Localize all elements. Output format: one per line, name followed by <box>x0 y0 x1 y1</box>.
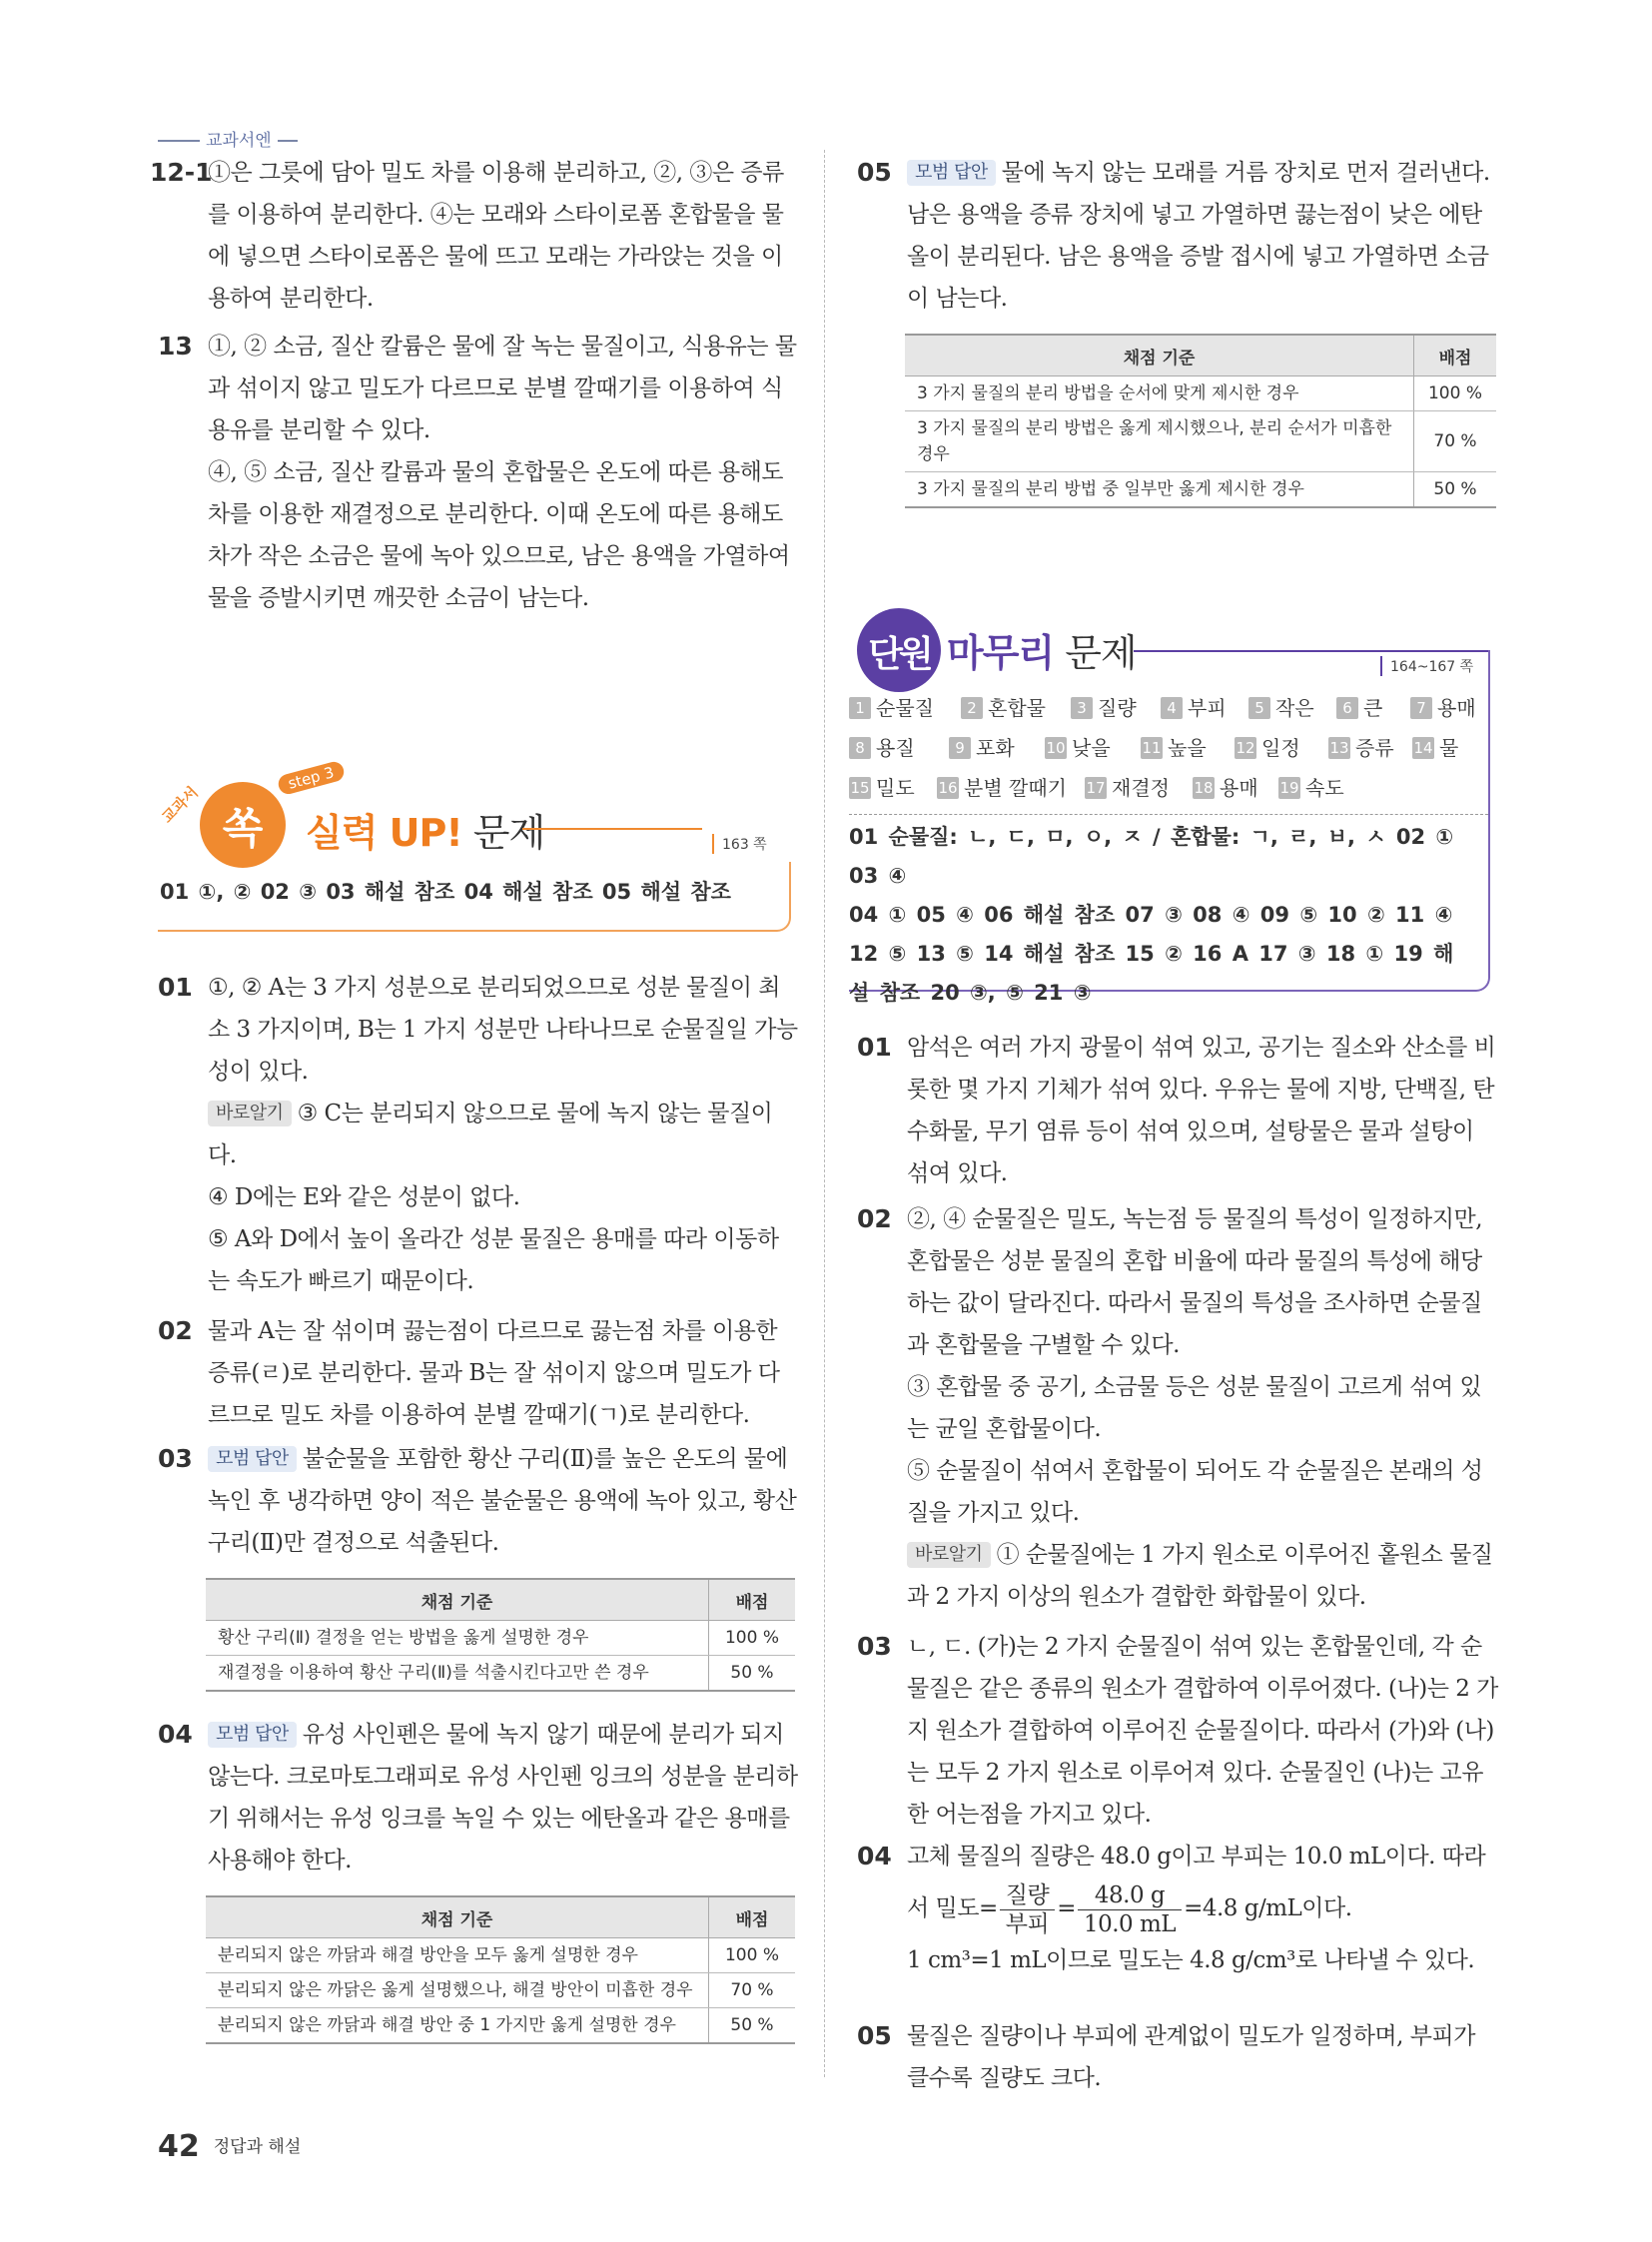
page-footer <box>158 2129 301 2164</box>
question-number: 04 <box>857 1842 892 1870</box>
scoring-table: 채점 기준 배점 분리되지 않은 까닭과 해결 방안을 모두 옳게 설명한 경우 100 % 분리되지 않은 까닭은 옳게 설명했으나, 해결 방안이 미흡한 경우 70 % 분리되지 않은 까닭과 해결 방안 중 1 가지만 옳게 설명한 경우 50 % <box>206 1895 795 2044</box>
answer-03 <box>150 1438 799 1692</box>
term-item: 5 작은 <box>1248 692 1314 721</box>
term-item: 13 증류 <box>1329 736 1394 760</box>
question-number: 01 <box>857 1033 892 1062</box>
answer-text: 물과 A는 잘 섞이며 끓는점이 다르므로 끓는점 차를 이용한 증류(ㄹ)로 분리한다. 물과 B는 잘 섞이지 않으며 밀도가 다르므로 밀도 차를 이용하여 분별 깔때기(ㄱ)로 분리한다. <box>208 1318 780 1428</box>
answer-01 <box>150 967 799 1302</box>
page-number: 42 <box>158 2129 200 2164</box>
answer-text: 물질은 질량이나 부피에 관계없이 밀도가 일정하며, 부피가 클수록 질량도 크다. <box>907 2023 1475 2091</box>
question-number: 03 <box>158 1444 193 1473</box>
skill-up-header <box>158 764 797 934</box>
model-answer-tag: 모범 답안 <box>208 1446 297 1472</box>
answer-text: ㄴ, ㄷ. (가)는 2 가지 순물질이 섞여 있는 혼합물인데, 각 순물질은 같은 종류의 원소가 결합하여 이루어졌다. (나)는 2 가지 원소가 결합하여 이루어진 순물질이다. 따라서 (가)와 (나)는 모두 2 가지 원소로 이루어져 있다. 순물질인 (나)는 고유한 어는점을 가지고 있다. <box>907 1634 1498 1828</box>
term-item: 6 큰 <box>1336 692 1382 721</box>
unit-answer-04 <box>849 1836 1498 1981</box>
page-reference: 163 쪽 <box>712 834 767 854</box>
model-answer-tag: 모범 답안 <box>907 160 996 186</box>
answer-text: 모범 답안 불순물을 포함한 황산 구리(Ⅱ)를 높은 온도의 물에 녹인 후 냉각하면 양이 적은 불순물은 용액에 녹아 있고, 황산 구리(Ⅱ)만 결정으로 석출된다. <box>208 1446 797 1556</box>
question-number: 02 <box>158 1316 193 1345</box>
question-number: 03 <box>857 1632 892 1661</box>
textbook-side-label: 교과서 <box>158 783 202 827</box>
question-number: 13 <box>158 332 193 361</box>
footer-label: 정답과 해설 <box>213 2137 302 2157</box>
fraction: $\frac{48.0 g}{10.0 mL}$ <box>1078 1881 1182 1938</box>
step-label: step 3 <box>277 760 347 797</box>
term-item: 15 밀도 <box>850 776 915 800</box>
scoring-table: 채점 기준 배점 황산 구리(Ⅱ) 결정을 얻는 방법을 옳게 설명한 경우 100 % 재결정을 이용하여 황산 구리(Ⅱ)를 석출시킨다고만 쓴 경우 50 % <box>206 1578 795 1692</box>
section-title: 실력 UP! 문제 <box>306 811 545 855</box>
term-item: 17 재결정 <box>1086 776 1170 800</box>
model-answer-tag: 모범 답안 <box>208 1722 297 1748</box>
page-reference: 164~167 쪽 <box>1380 656 1473 676</box>
question-number: 01 <box>158 973 193 1002</box>
answer-text: ①, ② 소금, 질산 칼륨은 물에 잘 녹는 물질이고, 식용유는 물과 섞이지 않고 밀도가 다르므로 분별 깔때기를 이용하여 식용유를 분리할 수 있다. ④, ⑤ 소금, 질산 칼륨과 물의 혼합물은 온도에 따른 용해도 차를 이용한 재결정으로 분리한다. 이때 온도에 따른 용해도 차가 작은 소금은 물에 녹아 있으므로, 남은 용액을 가열하여 물을 증발시키면 깨끗한 소금이 남는다. <box>208 334 797 611</box>
fraction: $\frac{\text{질량}}{\text{부피}}$ <box>1000 1881 1055 1938</box>
answer-02 <box>150 1310 799 1436</box>
answer-05-skill <box>849 152 1498 508</box>
answer-text: ②, ④ 순물질은 밀도, 녹는점 등 물질의 특성이 일정하지만, 혼합물은 성분 물질의 혼합 비율에 따라 물질의 특성에 해당하는 값이 달라진다. 따라서 물질의 특성을 조사하면 순물질과 혼합물을 구별할 수 있다. ③ 혼합물 중 공기, 소금물 등은 성분 물질이 고르게 섞여 있는 균일 혼합물이다. ⑤ 순물질이 섞여서 혼합물이 되어도 각 순물질은 본래의 성질을 가지고 있다. 바로알기 ① 순물질에는 1 가지 원소로 이루어진 홑원소 물질과 2 가지 이상의 원소가 결합한 화합물이 있다. <box>907 1206 1493 1610</box>
term-item: 14 물 <box>1413 736 1459 760</box>
term-item: 2 혼합물 <box>961 692 1046 721</box>
correction-tag: 바로알기 <box>907 1542 991 1568</box>
skill-badge: 쏙 <box>200 782 286 868</box>
unit-answer-02 <box>849 1198 1498 1618</box>
term-item: 1 순물질 <box>849 692 934 721</box>
unit-badge: 단원 <box>857 608 941 692</box>
term-item: 16 분별 깔때기 <box>938 776 1067 800</box>
answer-text: 모범 답안 유성 사인펜은 물에 녹지 않기 때문에 분리가 되지 않는다. 크로마토그래피로 유성 사인펜 잉크의 성분을 분리하기 위해서는 유성 잉크를 녹일 수 있는 에탄올과 같은 용매를 사용해야 한다. <box>208 1722 798 1873</box>
term-item: 4 부피 <box>1161 692 1227 721</box>
question-number: 12-1 <box>150 158 213 187</box>
term-item: 7 용매 <box>1410 692 1476 721</box>
term-item: 8 용질 <box>849 732 915 761</box>
question-number: 05 <box>857 158 892 187</box>
answer-text: ①은 그릇에 담아 밀도 차를 이용해 분리하고, ②, ③은 증류를 이용하여 분리한다. ④는 모래와 스타이로폼 혼합물을 물에 넣으면 스타이로폼은 물에 뜨고 모래는 가라앉는 것을 이용하여 분리한다. <box>208 160 784 312</box>
term-item: 9 포화 <box>949 732 1015 761</box>
term-item: 18 용매 <box>1194 776 1258 800</box>
answer-13 <box>150 326 799 619</box>
answer-text: ①, ② A는 3 가지 성분으로 분리되었으므로 성분 물질이 최소 3 가지이며, B는 1 가지 성분만 나타나므로 순물질일 가능성이 있다. 바로알기 ③ C는 분리되지 않으므로 물에 녹지 않는 물질이다. ④ D에는 E와 같은 성분이 없다. ⑤ A와 D에서 높이 올라간 성분 물질은 용매를 따라 이동하는 속도가 빠르기 때문이다. <box>208 975 798 1294</box>
answer-04 <box>150 1714 799 2044</box>
question-number: 04 <box>158 1720 193 1749</box>
unit-answer-05 <box>849 2015 1498 2099</box>
term-item: 19 속도 <box>1279 776 1344 800</box>
textbook-tag-label: 교과서엔 <box>200 126 278 151</box>
answer-text: 암석은 여러 가지 광물이 섞여 있고, 공기는 질소와 산소를 비롯한 몇 가지 기체가 섞여 있다. 우유는 물에 지방, 단백질, 탄수화물, 무기 염류 등이 섞여 있으며, 설탕물은 물과 설탕이 섞여 있다. <box>907 1035 1496 1186</box>
term-item: 3 질량 <box>1071 692 1137 721</box>
answer-text: 고체 물질의 질량은 48.0 g이고 부피는 10.0 mL이다. 따라 서 밀도= $\frac{\text{질량}}{\text{부피}}$ = $\frac{48.0 g}{10.0 mL}$ =4.8 g/mL이다. 1 cm³=1 mL이므로 밀도는 4.8 g/cm³로 나타낼 수 있다. <box>907 1844 1486 1973</box>
answer-12-1 <box>150 152 799 320</box>
correction-tag: 바로알기 <box>208 1101 292 1126</box>
column-divider <box>824 150 825 2077</box>
question-number: 02 <box>857 1204 892 1233</box>
term-item: 10 낮을 <box>1046 736 1111 760</box>
answer-text: 모범 답안 물에 녹지 않는 모래를 거름 장치로 먼저 걸러낸다. 남은 용액을 증류 장치에 넣고 가열하면 끓는점이 낮은 에탄올이 분리된다. 남은 용액을 증발 접시에 넣고 가열하면 소금이 남는다. <box>907 160 1490 312</box>
section-title: 마무리 문제 <box>947 631 1137 675</box>
term-item: 11 높을 <box>1142 736 1207 760</box>
quick-answers: 01 순물질: ㄴ, ㄷ, ㅁ, ㅇ, ㅈ / 혼합물: ㄱ, ㄹ, ㅂ, ㅅ 02 ① 03 ④ 04 ① 05 ④ 06 해설 참조 07 ③ 08 ④ 09 ⑤ 10 ② 11 ④ 12 ⑤ 13 ⑤ 14 해설 참조 15 ② 16 A 17 ③ 18 ① 19 해 설 참조 20 ③, ⑤ 21 ③ <box>849 825 1454 1005</box>
quick-answers: 01 ①, ② 02 ③ 03 해설 참조 04 해설 참조 05 해설 참조 <box>160 880 731 904</box>
term-item: 12 일정 <box>1236 736 1300 760</box>
unit-review-section <box>849 604 1498 1005</box>
unit-answer-03 <box>849 1626 1498 1836</box>
question-number: 05 <box>857 2021 892 2050</box>
scoring-table: 채점 기준 배점 3 가지 물질의 분리 방법을 순서에 맞게 제시한 경우 100 % 3 가지 물질의 분리 방법은 옳게 제시했으나, 분리 순서가 미흡한 경우 70 % 3 가지 물질의 분리 방법 중 일부만 옳게 제시한 경우 50 % <box>905 334 1496 508</box>
unit-answer-01 <box>849 1027 1498 1194</box>
